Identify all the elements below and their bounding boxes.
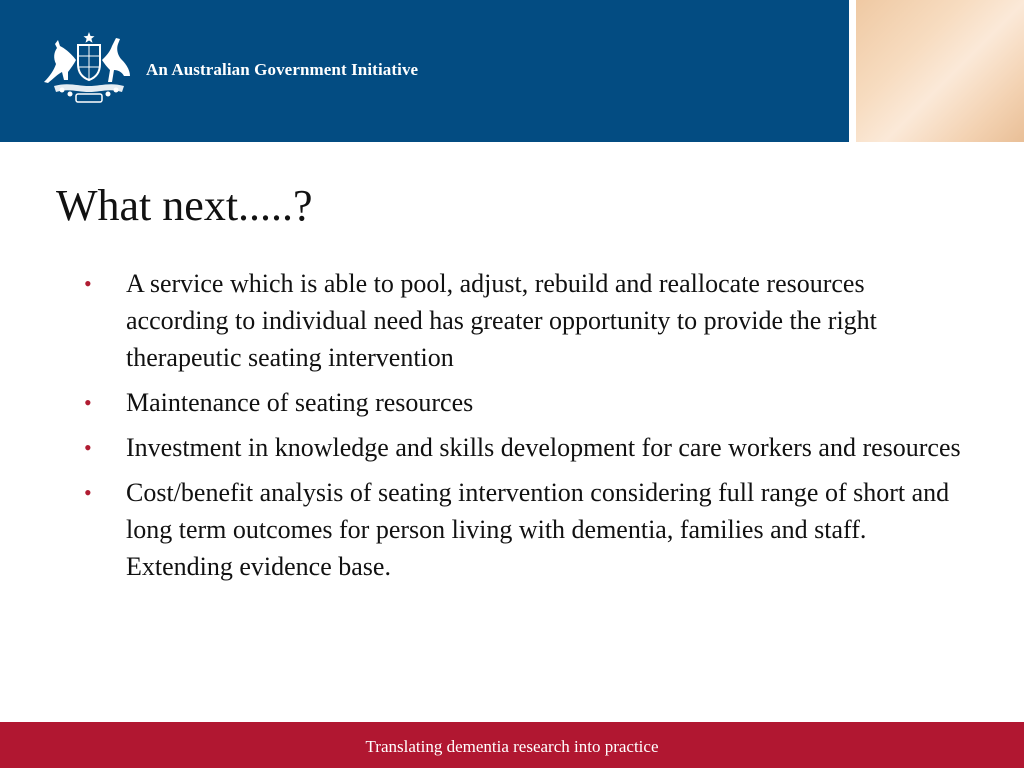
- government-initiative-text: An Australian Government Initiative: [146, 60, 419, 79]
- bullet-item: [84, 265, 969, 376]
- bullet-marker-icon: •: [84, 271, 92, 296]
- slide-title: What next.....?: [56, 181, 313, 230]
- bullet-text: Cost/benefit analysis of seating intervention considering full range of short and long term outcomes for person living with dementia, families and staff. Extending evidence base.: [126, 478, 950, 581]
- bullet-text: A service which is able to pool, adjust, rebuild and reallocate resources according to individual need has greater opportunity to provide the right therapeutic seating intervention: [126, 269, 877, 372]
- header-photo: [856, 0, 1024, 142]
- bullet-item: [84, 429, 969, 466]
- bullet-item: [84, 384, 969, 421]
- bullet-text: Investment in knowledge and skills development for care workers and resources: [126, 433, 961, 462]
- bullet-list: [84, 265, 969, 593]
- bullet-marker-icon: •: [84, 390, 92, 415]
- bullet-marker-icon: •: [84, 435, 92, 460]
- footer-tagline: Translating dementia research into practice: [365, 737, 659, 756]
- header-divider: [849, 0, 856, 142]
- bullet-text: Maintenance of seating resources: [126, 388, 474, 417]
- bullet-marker-icon: •: [84, 480, 92, 505]
- coat-of-arms-icon: [38, 30, 140, 106]
- bullet-item: [84, 474, 969, 585]
